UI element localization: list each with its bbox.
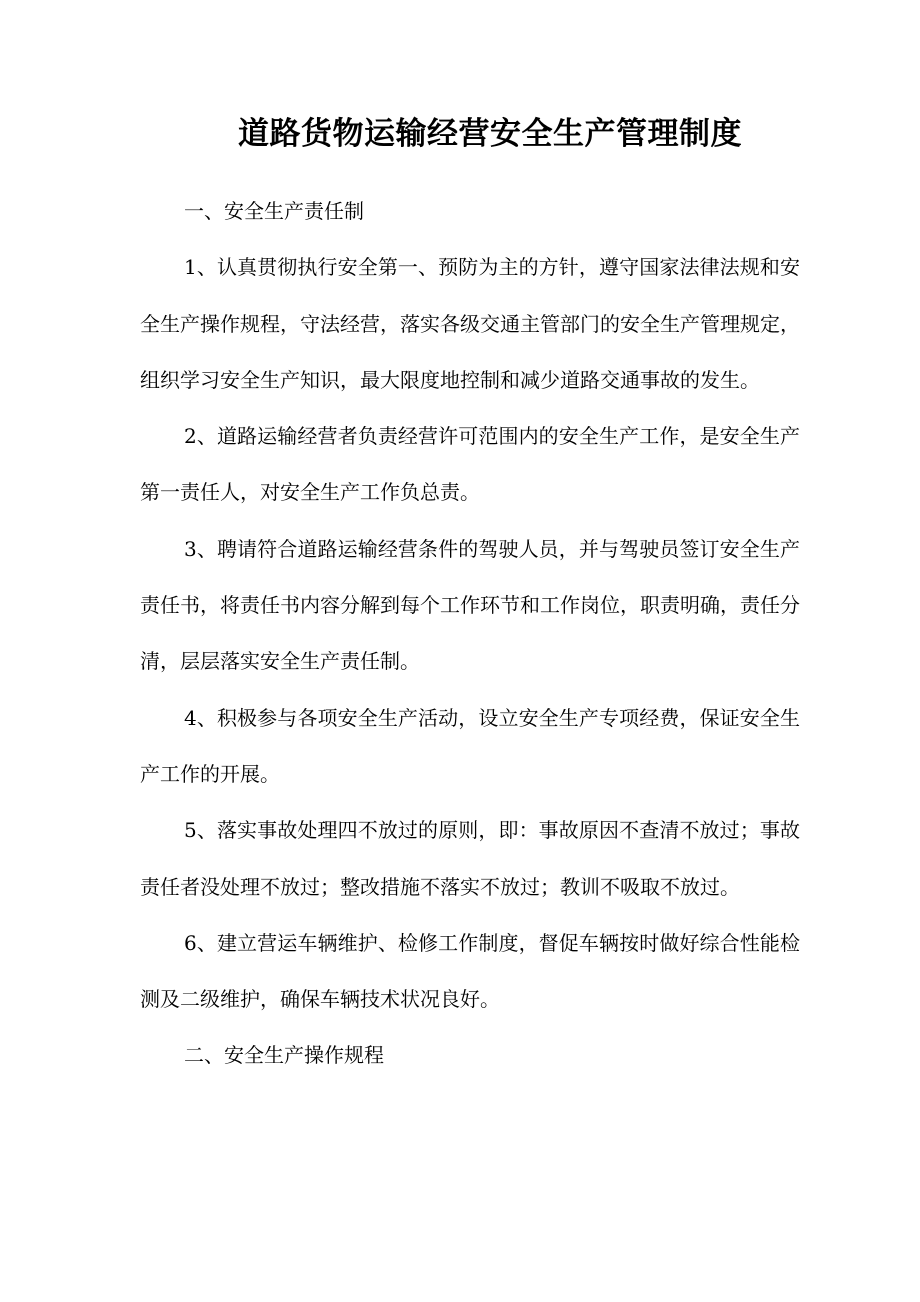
paragraph-2: 2、道路运输经营者负责经营许可范围内的安全生产工作，是安全生产第一责任人，对安全生产工作负总责。 (140, 424, 800, 505)
paragraph-4: 4、积极参与各项安全生产活动，设立安全生产专项经费，保证安全生产工作的开展。 (140, 705, 800, 786)
paragraph-1: 1、认真贯彻执行安全第一、预防为主的方针，遵守国家法律法规和安全生产操作规程，守法经营，落实各级交通主管部门的安全生产管理规定，组织学习安全生产知识，最大限度地控制和减少道路交通事故的发生。 (140, 255, 800, 392)
paragraph-6: 6、建立营运车辆维护、检修工作制度，督促车辆按时做好综合性能检测及二级维护，确保车辆技术状况良好。 (140, 930, 800, 1012)
paragraph-3: 3、聘请符合道路运输经营条件的驾驶人员，并与驾驶员签订安全生产责任书，将责任书内容分解到每个工作环节和工作岗位，职责明确，责任分清，层层落实安全生产责任制。 (140, 536, 800, 674)
section-heading-1: 一、安全生产责任制 (184, 199, 364, 223)
paragraph-5: 5、落实事故处理四不放过的原则，即：事故原因不查清不放过；事故责任者没处理不放过；整改措施不落实不放过；教训不吸取不放过。 (140, 818, 800, 899)
section-heading-2: 二、安全生产操作规程 (184, 1043, 384, 1068)
document-body (140, 183, 800, 1084)
document-title: 道路货物运输经营安全生产管理制度 (238, 116, 742, 152)
